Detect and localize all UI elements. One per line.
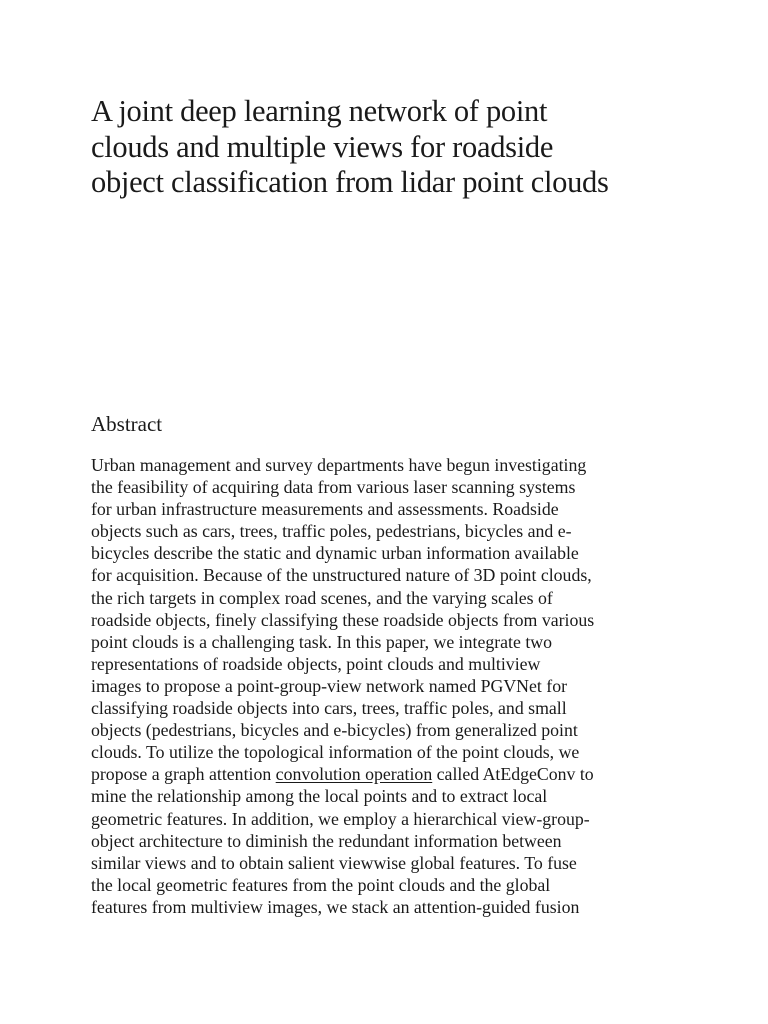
abstract-line: the feasibility of acquiring data from various laser scanning systems (91, 477, 576, 498)
abstract-line: for acquisition. Because of the unstructured nature of 3D point clouds, (91, 565, 592, 586)
abstract-line: objects such as cars, trees, traffic poles, pedestrians, bicycles and e- (91, 521, 572, 542)
abstract-line: images to propose a point-group-view network named PGVNet for (91, 675, 568, 696)
abstract-line: similar views and to obtain salient viewwise global features. To fuse (91, 852, 577, 873)
abstract-line: mine the relationship among the local points and to extract local (91, 786, 548, 807)
abstract-line-with-link (91, 764, 594, 784)
abstract-line: clouds. To utilize the topological information of the point clouds, we (91, 742, 580, 763)
title-line: clouds and multiple views for roadside (91, 129, 554, 164)
abstract-text: propose a graph attention (91, 764, 276, 785)
abstract-heading: Abstract (91, 412, 163, 436)
article-title (91, 94, 691, 201)
article-header (91, 94, 691, 201)
abstract-line: objects (pedestrians, bicycles and e-bicycles) from generalized point (91, 720, 578, 741)
abstract-line: object architecture to diminish the redundant information between (91, 830, 562, 851)
abstract-body (91, 454, 691, 918)
abstract-line: roadside objects, finely classifying these roadside objects from various (91, 609, 595, 630)
title-line: A joint deep learning network of point (91, 94, 548, 128)
abstract-line: features from multiview images, we stack an attention-guided fusion (91, 896, 580, 917)
abstract-line: representations of roadside objects, point clouds and multiview (91, 653, 541, 674)
abstract-line: point clouds is a challenging task. In this paper, we integrate two (91, 631, 552, 652)
abstract-line: classifying roadside objects into cars, trees, traffic poles, and small (91, 698, 567, 719)
abstract-text: called AtEdgeConv to (432, 764, 594, 785)
abstract-line: the rich targets in complex road scenes, and the varying scales of (91, 587, 553, 608)
abstract-line: Urban management and survey departments have begun investigating (91, 455, 587, 475)
abstract-line: geometric features. In addition, we employ a hierarchical view-group- (91, 808, 590, 829)
abstract-line: bicycles describe the static and dynamic urban information available (91, 543, 579, 564)
abstract-line: the local geometric features from the point clouds and the global (91, 874, 551, 895)
title-line: object classification from lidar point clouds (91, 165, 609, 199)
abstract-line: for urban infrastructure measurements and assessments. Roadside (91, 499, 559, 520)
convolution-operation-link[interactable]: convolution operation (275, 764, 433, 785)
